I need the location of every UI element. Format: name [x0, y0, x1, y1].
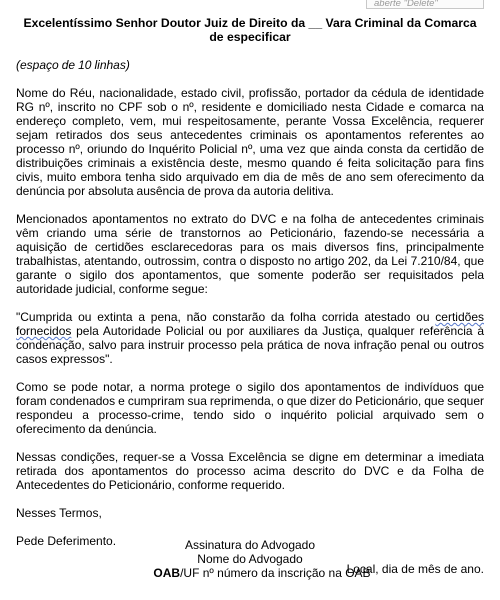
closing-terms: Nesses Termos, [16, 506, 102, 520]
paragraph-grounds: Mencionados apontamentos no extrato do DVC e na folha de antecedentes criminais vêm criando uma série de transtornos ao Peticionário, fazendo-se necessária a aquisição de certidões esclarecedoras para os mais diversos fins, principalmente trabalhistas, atentando, outrossim, contra o disposto no artigo 202, da Lei 7.210/84, que garante o sigilo dos apontamentos, que somente poderão ser requisitados pela autoridade judicial, conforme segue: [16, 212, 484, 296]
oab-details: /UF nº número da inscrição na OAB [180, 566, 371, 580]
paragraph-request: Nome do Réu, nacionalidade, estado civil, profissão, portador da cédula de identidade RG nº, inscrito no CPF sob o nº, residente e domiciliado nesta Cidade e comarca na endereço completo, vem, mui respeitosamente, perante Vossa Excelência, requerer sejam retirados dos seus antecedentes criminais os apontamentos referentes ao processo nº, oriundo do Inquérito Policial nº, uma vez que ainda consta da certidão de distribuições criminais a existência deste, mesmo quando é feita solicitação para fins civis, muito embora tenha sido arquivado em dia de mês de ano sem oferecimento da denúncia por absoluta ausência de prova da autoria delitiva. [16, 86, 484, 198]
oab-registration [0, 566, 500, 580]
spacing-note: (espaço de 10 linhas) [16, 58, 130, 72]
spellcheck-flagged-text[interactable]: certidões fornecidos [16, 310, 484, 338]
petition-title [16, 16, 484, 44]
closing-request: Pede Deferimento. [16, 534, 117, 548]
quote-before: "Cumprida ou extinta a pena, não constarão da folha corrida atestado ou [16, 310, 436, 324]
paragraph-argument: Como se pode notar, a norma protege o sigilo dos apontamentos de indivíduos que foram condenados e cumpriram sua reprimenda, o que dizer do Peticionário, que sequer respondeu a processo-crime, tendo sido o inquérito policial arquivado sem o oferecimento da denúncia. [16, 380, 484, 436]
paragraph-conclusion: Nessas condições, requer-se a Vossa Excelência se digne em determinar a imediata retirada dos apontamentos do processo acima descrito do DVC e da Folha de Antecedentes do Peticionário, conforme requerido. [16, 450, 484, 492]
hint-tooltip: aberte "Delete" [366, 0, 484, 9]
oab-label: OAB [153, 566, 181, 580]
place-and-date: Local, dia de mês de ano. [346, 562, 484, 576]
legal-quote [16, 310, 484, 366]
title-line-1: Excelentíssimo Senhor Doutor Juiz de Direito da __ Vara Criminal da Comarca [23, 16, 477, 30]
signature-block [0, 538, 500, 580]
lawyer-name: Nome do Advogado [197, 552, 303, 566]
petition-document [16, 16, 484, 576]
signature-line: Assinatura do Advogado [184, 538, 316, 552]
title-line-2: de especificar [209, 30, 291, 44]
quote-after: pela Autoridade Policial ou por auxiliares da Justiça, qualquer referência à condenação, salvo para instruir processo pela prática de nova infração penal ou outros casos expressos". [16, 324, 484, 366]
